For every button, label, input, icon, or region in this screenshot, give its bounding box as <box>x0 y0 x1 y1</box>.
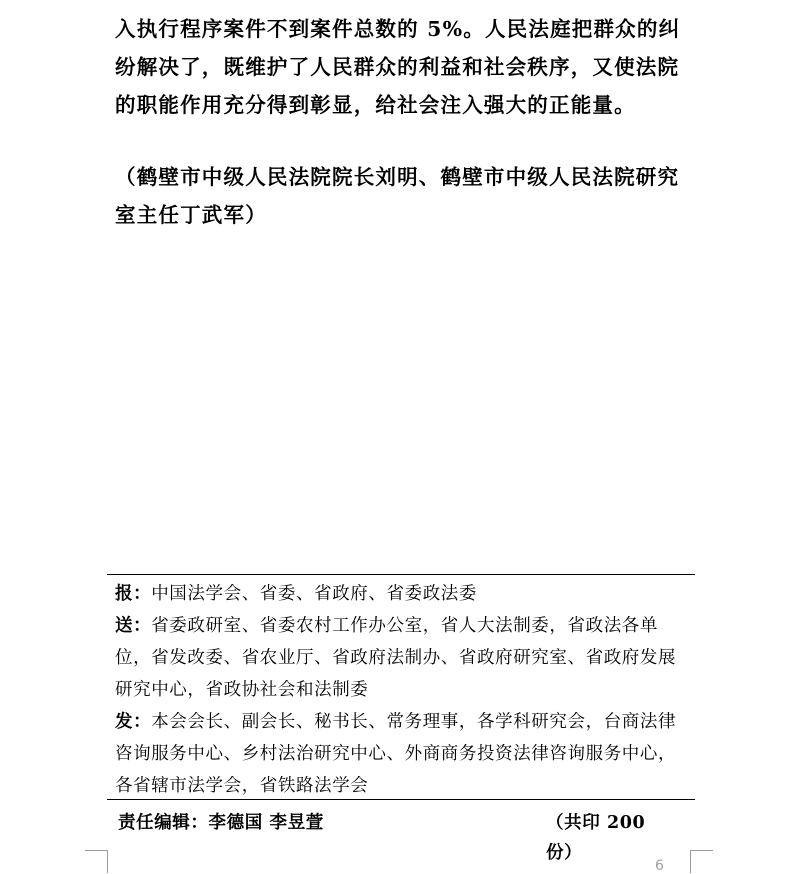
issue-to-text: 本会会长、副会长、秘书长、常务理事，各学科研究会，台商法律咨询服务中心、乡村法治研究中心、外商商务投资法律咨询服务中心，各省辖市法学会，省铁路法学会 <box>115 712 677 796</box>
distribution-bottom-rule <box>107 799 695 800</box>
responsible-editor: 责任编辑：李德国 李昱萱 <box>118 813 324 833</box>
send-to-label: 送： <box>115 616 152 636</box>
report-to-label: 报： <box>115 584 152 604</box>
distribution-list <box>115 578 693 802</box>
crop-mark-bottom-right <box>690 850 713 873</box>
page-number: 6 <box>655 858 664 874</box>
issue-to-label: 发： <box>115 712 152 732</box>
send-to-text: 省委政研室、省委农村工作办公室，省人大法制委，省政法各单位，省发改委、省农业厅、省政府法制办、省政府研究室、省政府发展研究中心，省政协社会和法制委 <box>115 616 677 700</box>
editor-line <box>118 808 678 863</box>
print-copies: （共印 200 份） <box>546 813 646 863</box>
crop-mark-bottom-left <box>85 850 108 873</box>
report-to-line <box>115 578 693 610</box>
report-to-text: 中国法学会、省委、省政府、省委政法委 <box>151 584 478 604</box>
body-paragraph: 入执行程序案件不到案件总数的 5%。人民法庭把群众的纠纷解决了，既维护了人民群众的利益和社会秩序，又使法院的职能作用充分得到彰显，给社会注入强大的正能量。 <box>115 17 681 117</box>
issue-to-line <box>115 706 693 802</box>
send-to-line <box>115 610 693 706</box>
distribution-top-rule <box>107 574 695 575</box>
author-signature: （鹤壁市中级人民法院院长刘明、鹤壁市中级人民法院研究室主任丁武军） <box>115 165 680 227</box>
body-text <box>115 10 695 124</box>
